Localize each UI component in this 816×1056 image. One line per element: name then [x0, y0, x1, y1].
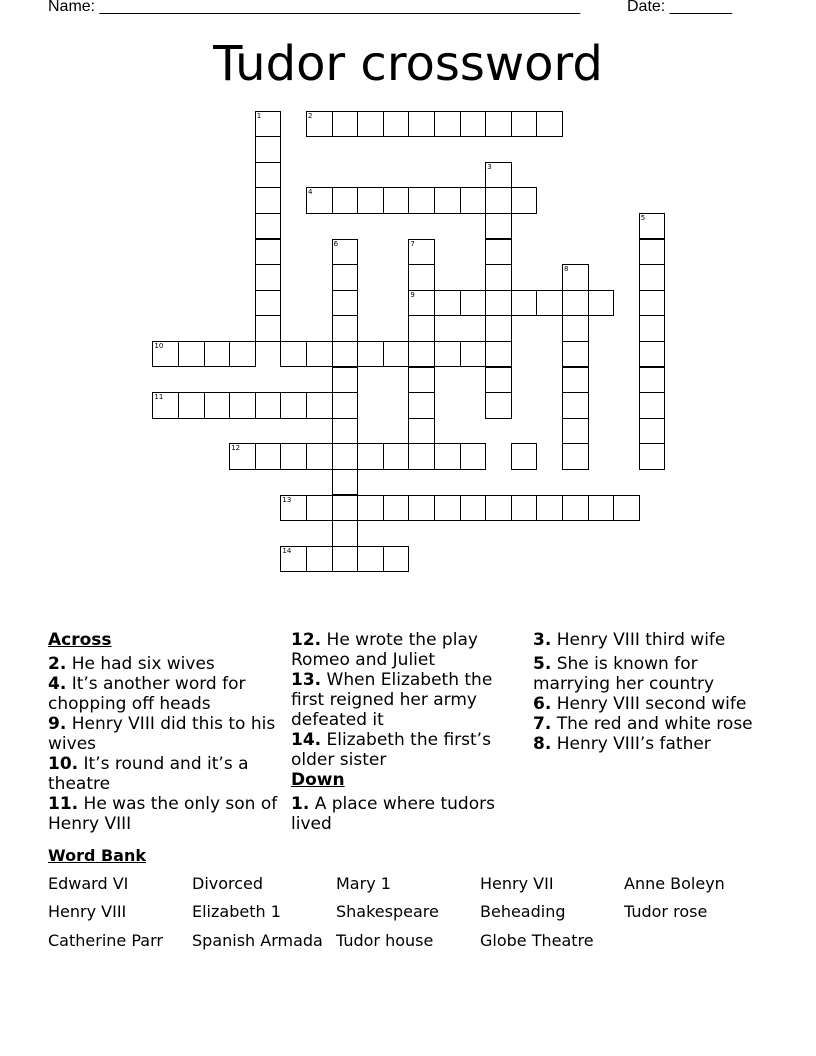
clues-column-3 — [533, 630, 765, 754]
crossword-cell[interactable] — [357, 187, 384, 214]
crossword-cell[interactable] — [280, 546, 307, 573]
clue-across-2: 2. He had six wives — [48, 654, 215, 674]
crossword-cell[interactable] — [178, 341, 205, 368]
crossword-cell[interactable] — [332, 546, 359, 573]
crossword-cell[interactable] — [639, 239, 666, 266]
crossword-cell[interactable] — [383, 341, 410, 368]
crossword-cell[interactable] — [639, 264, 666, 291]
crossword-cell[interactable] — [255, 213, 282, 240]
word-bank-item: Catherine Parr — [48, 931, 163, 950]
clue-across-14: 14. Elizabeth the first’s older sister — [291, 730, 491, 770]
crossword-cell[interactable] — [485, 111, 512, 138]
clue-down-6: 6. Henry VIII second wife — [533, 694, 747, 714]
crossword-cell[interactable] — [229, 443, 256, 470]
crossword-cell[interactable] — [280, 392, 307, 419]
crossword-cell[interactable] — [562, 264, 589, 291]
word-bank-item: Henry VIII — [48, 902, 127, 921]
crossword-cell[interactable] — [306, 495, 333, 522]
crossword-cell[interactable] — [332, 290, 359, 317]
crossword-cell[interactable] — [639, 367, 666, 394]
crossword-cell[interactable] — [255, 239, 282, 266]
crossword-cell[interactable] — [434, 495, 461, 522]
word-bank-item: Shakespeare — [336, 902, 439, 921]
crossword-cell[interactable] — [460, 341, 487, 368]
crossword-cell[interactable] — [408, 187, 435, 214]
crossword-cell[interactable] — [588, 290, 615, 317]
clue-down-8: 8. Henry VIII’s father — [533, 734, 711, 754]
crossword-cell[interactable] — [562, 443, 589, 470]
crossword-cell[interactable] — [255, 136, 282, 163]
crossword-cell[interactable] — [332, 367, 359, 394]
clue-number: 9 — [410, 290, 415, 299]
crossword-cell[interactable] — [332, 111, 359, 138]
word-bank-item: Tudor house — [336, 931, 434, 950]
clue-number: 7 — [410, 239, 415, 248]
clue-number: 11 — [154, 393, 164, 402]
word-bank-item: Beheading — [480, 902, 566, 921]
clue-across-12: 12. He wrote the play Romeo and Juliet — [291, 630, 478, 670]
word-bank-heading: Word Bank — [48, 846, 147, 865]
crossword-cell[interactable] — [434, 341, 461, 368]
clue-number: 13 — [282, 495, 292, 504]
crossword-cell[interactable] — [383, 546, 410, 573]
clues-column-1 — [48, 630, 280, 834]
crossword-cell[interactable] — [408, 239, 435, 266]
crossword-cell[interactable] — [460, 443, 487, 470]
word-bank-item: Mary 1 — [336, 874, 391, 893]
crossword-cell[interactable] — [408, 290, 435, 317]
crossword-cell[interactable] — [562, 495, 589, 522]
down-heading: Down — [291, 770, 345, 790]
crossword-cell[interactable] — [280, 341, 307, 368]
crossword-cell[interactable] — [562, 392, 589, 419]
crossword-cell[interactable] — [562, 418, 589, 445]
crossword-cell[interactable] — [460, 495, 487, 522]
crossword-cell[interactable] — [306, 111, 333, 138]
crossword-cell[interactable] — [229, 341, 256, 368]
crossword-cell[interactable] — [639, 443, 666, 470]
crossword-cell[interactable] — [255, 290, 282, 317]
clue-across-9: 9. Henry VIII did this to his wives — [48, 714, 276, 754]
crossword-cell[interactable] — [536, 290, 563, 317]
word-bank-item: Anne Boleyn — [624, 874, 725, 893]
clue-across-4: 4. It’s another word for chopping off heads — [48, 674, 246, 714]
crossword-cell[interactable] — [204, 392, 231, 419]
crossword-cell[interactable] — [511, 495, 538, 522]
clue-number: 5 — [640, 213, 646, 222]
crossword-cell[interactable] — [485, 213, 512, 240]
crossword-cell[interactable] — [332, 392, 359, 419]
crossword-cell[interactable] — [306, 187, 333, 214]
crossword-cell[interactable] — [280, 495, 307, 522]
crossword-cell[interactable] — [434, 187, 461, 214]
crossword-cell[interactable] — [408, 392, 435, 419]
crossword-cell[interactable] — [255, 162, 282, 189]
crossword-cell[interactable] — [536, 495, 563, 522]
crossword-cell[interactable] — [562, 315, 589, 342]
crossword-cell[interactable] — [383, 443, 410, 470]
crossword-cell[interactable] — [460, 111, 487, 138]
crossword-cell[interactable] — [255, 111, 282, 138]
crossword-cell[interactable] — [639, 418, 666, 445]
clue-down-5: 5. She is known for marrying her country — [533, 654, 715, 694]
clue-number: 10 — [154, 341, 164, 350]
crossword-cell[interactable] — [332, 187, 359, 214]
crossword-cell[interactable] — [485, 315, 512, 342]
crossword-cell[interactable] — [485, 239, 512, 266]
word-bank-item: Henry VII — [480, 874, 554, 893]
crossword-cell[interactable] — [306, 443, 333, 470]
crossword-cell[interactable] — [229, 392, 256, 419]
name-line: Name: ______________________________________________________ — [48, 0, 581, 15]
crossword-cell[interactable] — [280, 443, 307, 470]
clue-number: 1 — [256, 111, 262, 120]
crossword-cell[interactable] — [332, 315, 359, 342]
word-bank-item: Spanish Armada — [192, 931, 323, 950]
crossword-cell[interactable] — [357, 111, 384, 138]
crossword-cell[interactable] — [639, 341, 666, 368]
crossword-cell[interactable] — [332, 264, 359, 291]
crossword-cell[interactable] — [639, 213, 666, 240]
crossword-cell[interactable] — [408, 264, 435, 291]
crossword-cell[interactable] — [434, 290, 461, 317]
word-bank-item: Edward VI — [48, 874, 129, 893]
crossword-cell[interactable] — [613, 495, 640, 522]
crossword-cell[interactable] — [408, 111, 435, 138]
crossword-cell[interactable] — [485, 341, 512, 368]
word-bank-item: Divorced — [192, 874, 264, 893]
crossword-cell[interactable] — [460, 290, 487, 317]
clue-down-1: 1. A place where tudors lived — [291, 794, 495, 834]
crossword-cell[interactable] — [562, 341, 589, 368]
clue-number: 6 — [333, 239, 339, 248]
clues-column-2 — [291, 630, 523, 834]
clue-down-3: 3. Henry VIII third wife — [533, 630, 726, 650]
crossword-cell[interactable] — [408, 367, 435, 394]
crossword-cell[interactable] — [383, 111, 410, 138]
crossword-cell[interactable] — [408, 418, 435, 445]
crossword-cell[interactable] — [357, 341, 384, 368]
crossword-cell[interactable] — [332, 418, 359, 445]
crossword-cell[interactable] — [357, 546, 384, 573]
crossword-cell[interactable] — [536, 111, 563, 138]
crossword-cell[interactable] — [511, 443, 538, 470]
crossword-cell[interactable] — [485, 392, 512, 419]
crossword-cell[interactable] — [511, 187, 538, 214]
crossword-cell[interactable] — [357, 495, 384, 522]
crossword-cell[interactable] — [152, 341, 179, 368]
clue-number: 2 — [308, 111, 313, 120]
clue-number: 8 — [564, 265, 569, 274]
crossword-cell[interactable] — [639, 392, 666, 419]
crossword-cell[interactable] — [306, 392, 333, 419]
crossword-cell[interactable] — [152, 392, 179, 419]
crossword-cell[interactable] — [408, 495, 435, 522]
crossword-cell[interactable] — [408, 315, 435, 342]
clue-number: 14 — [282, 546, 292, 555]
crossword-cell[interactable] — [383, 495, 410, 522]
crossword-cell[interactable] — [511, 111, 538, 138]
word-bank-item: Tudor rose — [624, 902, 708, 921]
crossword-cell[interactable] — [255, 264, 282, 291]
word-bank-item: Elizabeth 1 — [192, 902, 281, 921]
clue-number: 12 — [231, 444, 241, 453]
crossword-cell[interactable] — [434, 443, 461, 470]
crossword-cell[interactable] — [204, 341, 231, 368]
crossword-cell[interactable] — [255, 315, 282, 342]
clue-number: 3 — [487, 162, 492, 171]
crossword-cell[interactable] — [332, 469, 359, 496]
crossword-cell[interactable] — [639, 315, 666, 342]
crossword-cell[interactable] — [332, 341, 359, 368]
crossword-cell[interactable] — [306, 546, 333, 573]
crossword-cell[interactable] — [408, 341, 435, 368]
crossword-cell[interactable] — [485, 162, 512, 189]
crossword-cell[interactable] — [460, 187, 487, 214]
crossword-cell[interactable] — [255, 187, 282, 214]
crossword-cell[interactable] — [357, 443, 384, 470]
crossword-cell[interactable] — [306, 341, 333, 368]
clue-down-7: 7. The red and white rose — [533, 714, 753, 734]
crossword-cell[interactable] — [562, 290, 589, 317]
crossword-cell[interactable] — [639, 290, 666, 317]
crossword-cell[interactable] — [332, 239, 359, 266]
crossword-cell[interactable] — [588, 495, 615, 522]
crossword-cell[interactable] — [485, 495, 512, 522]
clue-across-13: 13. When Elizabeth the first reigned her army defeated it — [291, 670, 493, 730]
crossword-cell[interactable] — [485, 367, 512, 394]
crossword-cell[interactable] — [485, 290, 512, 317]
crossword-cell[interactable] — [434, 111, 461, 138]
crossword-cell[interactable] — [332, 443, 359, 470]
word-bank-item: Globe Theatre — [480, 931, 594, 950]
crossword-cell[interactable] — [332, 520, 359, 547]
crossword-cell[interactable] — [255, 392, 282, 419]
crossword-cell[interactable] — [178, 392, 205, 419]
crossword-cell[interactable] — [485, 264, 512, 291]
crossword-cell[interactable] — [383, 187, 410, 214]
date-line: Date: _______ — [627, 0, 732, 15]
crossword-cell[interactable] — [485, 187, 512, 214]
clue-number: 4 — [308, 188, 313, 197]
across-heading: Across — [48, 630, 112, 650]
crossword-cell[interactable] — [332, 495, 359, 522]
clue-across-10: 10. It’s round and it’s a theatre — [48, 754, 249, 794]
crossword-cell[interactable] — [255, 443, 282, 470]
crossword-cell[interactable] — [408, 443, 435, 470]
crossword-cell[interactable] — [562, 367, 589, 394]
crossword-cell[interactable] — [511, 290, 538, 317]
page-title: Tudor crossword — [213, 36, 603, 92]
clue-across-11: 11. He was the only son of Henry VIII — [48, 794, 278, 834]
